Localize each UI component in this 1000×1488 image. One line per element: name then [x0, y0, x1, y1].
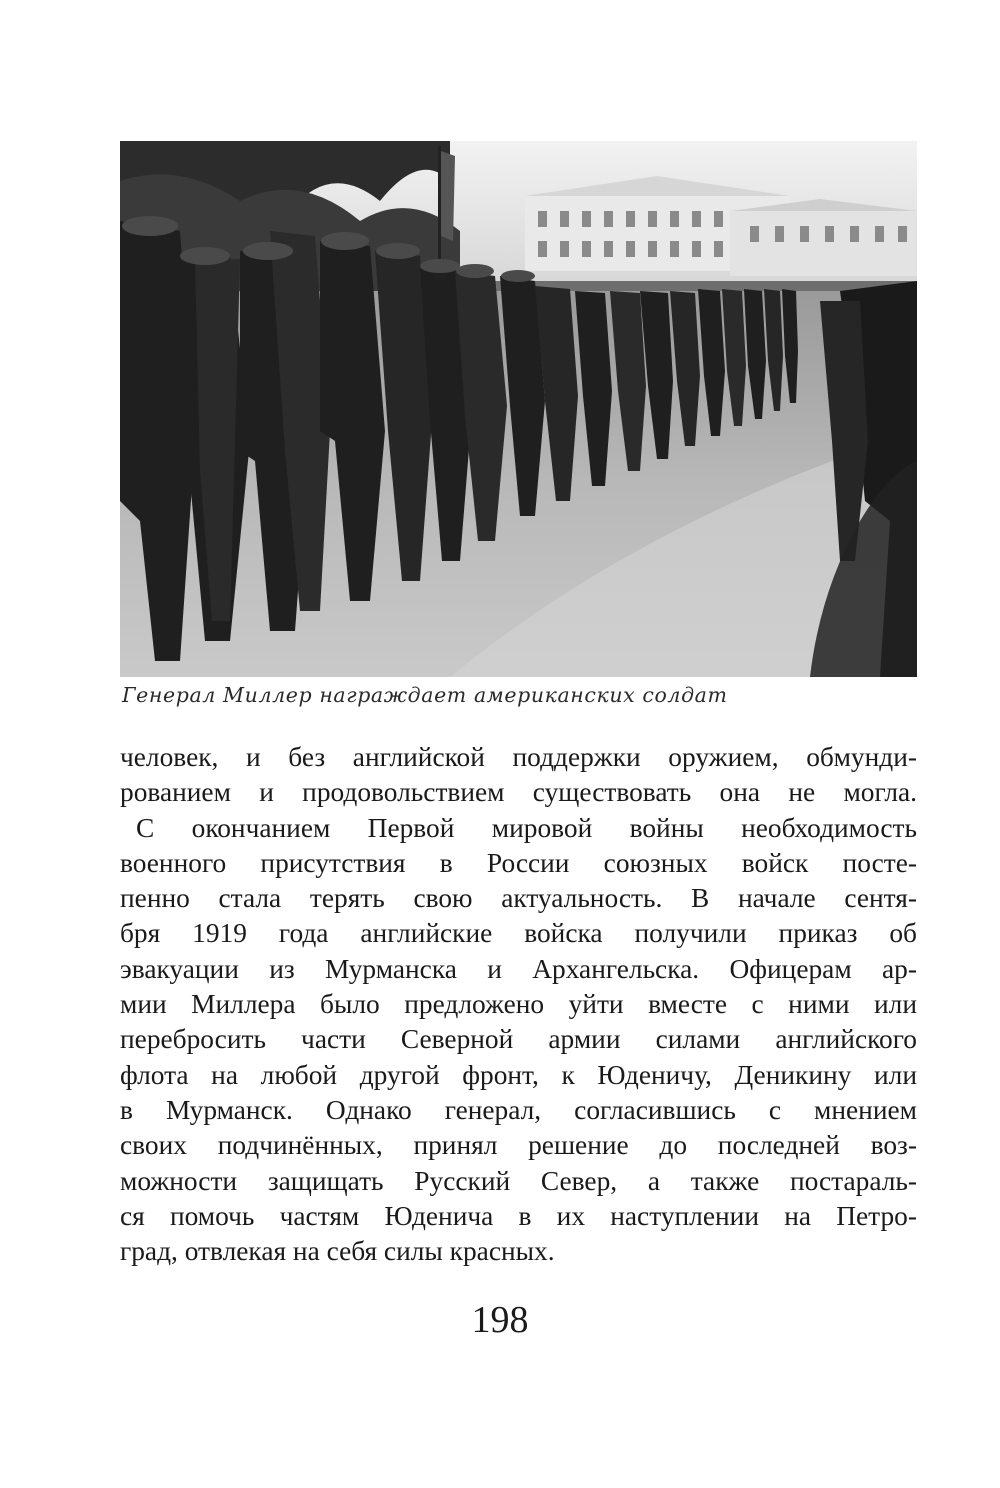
- photo-general-miller-awarding-soldiers: [120, 141, 917, 677]
- photo-illustration: [120, 141, 917, 677]
- text-line: в Мурманск. Однако генерал, согласившись с мнением: [120, 1094, 917, 1125]
- text-line: бря 1919 года английские войска получили приказ об: [120, 918, 917, 949]
- text-line: ся помочь частям Юденича в их наступлении на Петро-: [120, 1200, 917, 1231]
- text-line: своих подчинённых, принял решение до последней воз-: [120, 1130, 917, 1161]
- text-line: град, отвлекая на себя силы красных.: [120, 1236, 555, 1267]
- text-line: флота на любой другой фронт, к Юденичу, Деникину или: [120, 1059, 917, 1090]
- text-line: человек, и без английской поддержки оружием, обмунди-: [120, 742, 917, 772]
- text-line: мии Миллера было предложено уйти вместе с ними или: [120, 989, 917, 1020]
- text-line: эвакуации из Мурманска и Архангельска. Офицерам ар-: [120, 953, 917, 984]
- text-line: С окончанием Первой мировой войны необходимость: [136, 812, 917, 843]
- text-line: военного присутствия в России союзных войск посте-: [120, 847, 917, 878]
- text-line: перебросить части Северной армии силами английского: [120, 1024, 917, 1055]
- figure-caption: Генерал Миллер награждает американских солдат: [122, 683, 728, 707]
- page-number: 198: [471, 1299, 529, 1341]
- text-line: можности защищать Русский Север, а также постараль-: [120, 1165, 917, 1196]
- text-line: рованием и продовольствием существовать она не могла.: [120, 777, 917, 808]
- body-paragraph: [120, 740, 917, 1269]
- text-line: пенно стала терять свою актуальность. В начале сентя-: [120, 883, 917, 914]
